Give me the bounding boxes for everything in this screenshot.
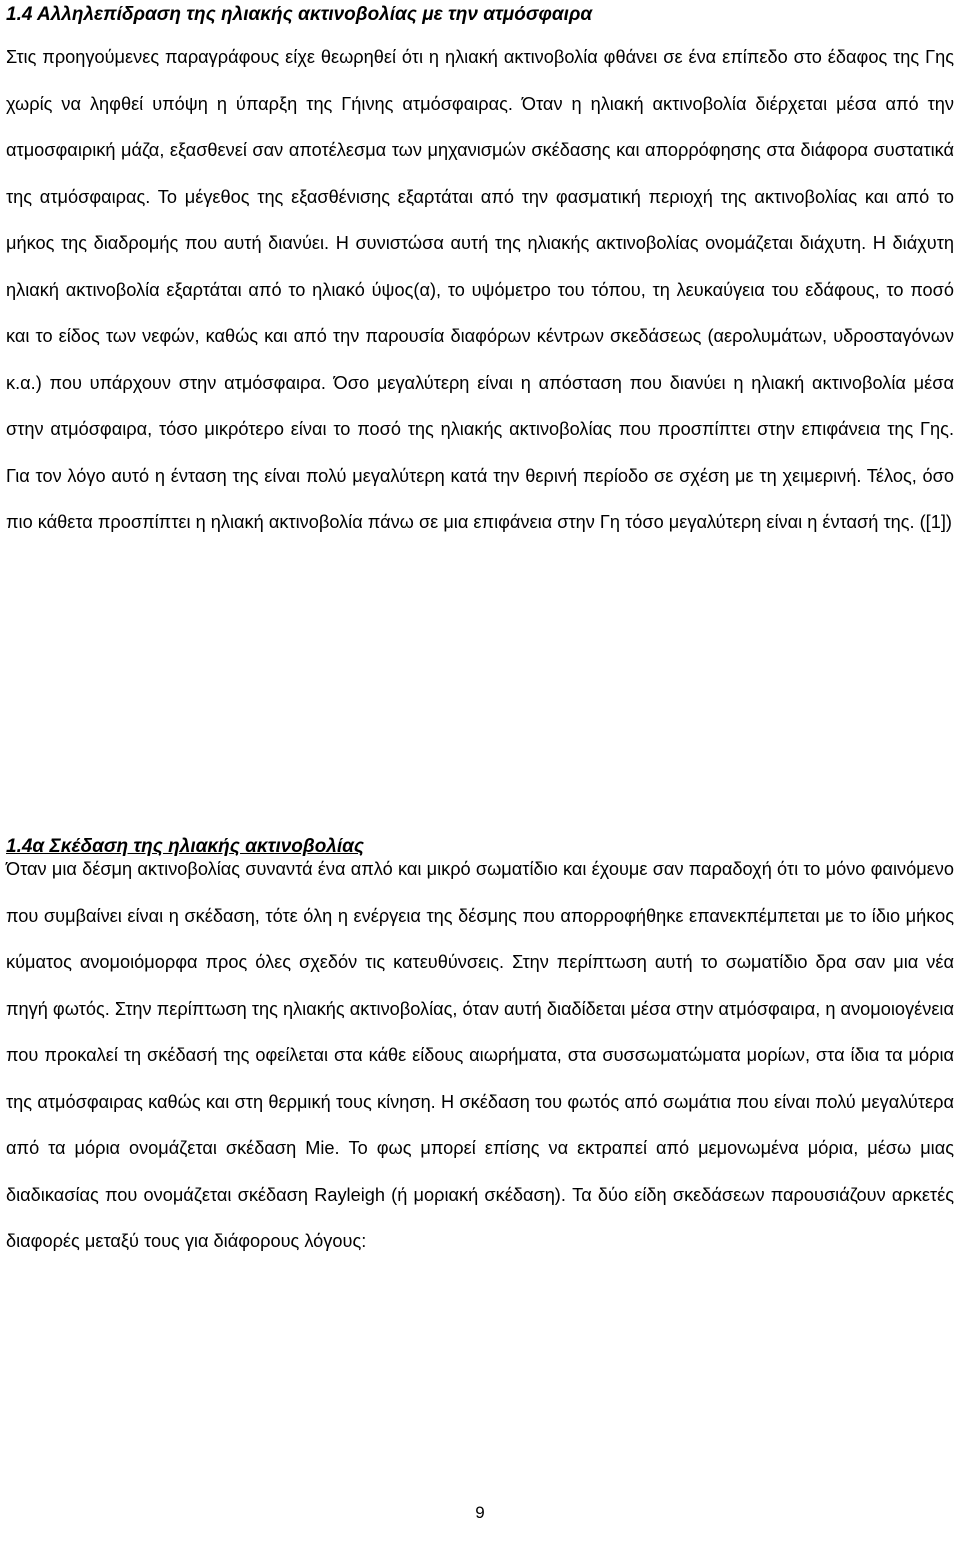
subsection-paragraph: Όταν μια δέσμη ακτινοβολίας συναντά ένα απλό και μικρό σωματίδιο και έχουμε σαν παραδοχή ότι το μόνο φαινόμενο που συμβαίνει είναι η σκέδαση, τότε όλη η ενέργεια της δέσμης που απορροφήθηκε επανεκπέμπεται με το ίδιο μήκος κύματος ανομοιόμορφα προς όλες σχεδόν τις κατευθύνσεις. Στην περίπτωση αυτή το σωματίδιο δρα σαν μια νέα πηγή φωτός. Στην περίπτωση της ηλιακής ακτινοβολίας, όταν αυτή διαδίδεται μέσα στην ατμόσφαιρα, η ανομοιογένεια που προκαλεί τη σκέδασή της οφείλεται στα κάθε είδους αιωρήματα, στα συσσωματώματα μορίων, στα ίδια τα μόρια της ατμόσφαιρας καθώς και στη θερμική τους κίνηση. Η σκέδαση του φωτός από σωμάτια που είναι πολύ μεγαλύτερα από τα μόρια ονομάζεται σκέδαση Mie. Το φως μπορεί επίσης να εκτραπεί από μεμονωμένα μόρια, μέσω μιας διαδικασίας που ονομάζεται σκέδαση Rayleigh (ή μοριακή σκέδαση). Τα δύο είδη σκεδάσεων παρουσιάζουν αρκετές διαφορές μεταξύ τους για διάφορους λόγους:	[6, 859, 954, 1251]
subsection-heading: 1.4α Σκέδαση της ηλιακής ακτινοβολίας	[6, 836, 365, 857]
section-paragraph: Στις προηγούμενες παραγράφους είχε θεωρηθεί ότι η ηλιακή ακτινοβολία φθάνει σε ένα επίπεδο στο έδαφος της Γης χωρίς να ληφθεί υπόψη η ύπαρξη της Γήινης ατμόσφαιρας. Όταν η ηλιακή ακτινοβολία διέρχεται μέσα από την ατμοσφαιρική μάζα, εξασθενεί σαν αποτέλεσμα των μηχανισμών σκέδασης και απορρόφησης στα διάφορα συστατικά της ατμόσφαιρας. Το μέγεθος της εξασθένισης εξαρτάται από την φασματική περιοχή της ακτινοβολίας και από το μήκος της διαδρομής που αυτή διανύει. Η συνιστώσα αυτή της ηλιακής ακτινοβολίας ονομάζεται διάχυτη. Η διάχυτη ηλιακή ακτινοβολία εξαρτάται από το ηλιακό ύψος(α), το υψόμετρο του τόπου, τη λευκαύγεια του εδάφους, το ποσό και το είδος των νεφών, καθώς και από την παρουσία διαφόρων κέντρων σκεδάσεως (αερολυμάτων, υδροσταγόνων κ.α.) που υπάρχουν στην ατμόσφαιρα. Όσο μεγαλύτερη είναι η απόσταση που διανύει η ηλιακή ακτινοβολία μέσα στην ατμόσφαιρα, τόσο μικρότερο είναι το ποσό της ηλιακής ακτινοβολίας που προσπίπτει στην επιφάνεια της Γης. Για τον λόγο αυτό η ένταση της είναι πολύ μεγαλύτερη κατά την θερινή περίοδο σε σχέση με τη χειμερινή. Τέλος, όσο πιο κάθετα προσπίπτει η ηλιακή ακτινοβολία πάνω σε μια επιφάνεια στην Γη τόσο μεγαλύτερη είναι η έντασή της. ([1])	[6, 47, 954, 532]
section-heading: 1.4 Αλληλεπίδραση της ηλιακής ακτινοβολίας με την ατμόσφαιρα	[6, 4, 593, 25]
page-number: 9	[475, 1503, 485, 1522]
